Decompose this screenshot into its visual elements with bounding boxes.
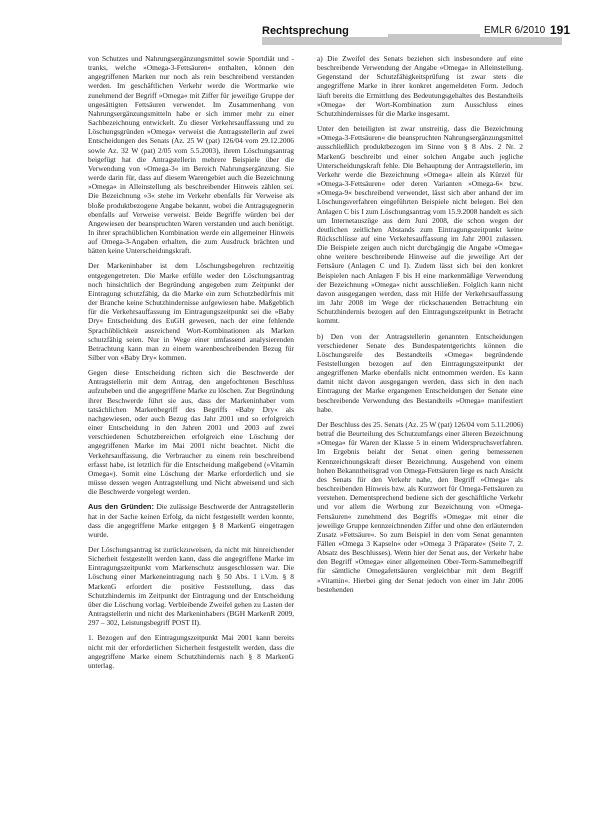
- paragraph: [317, 332, 523, 414]
- paragraph-text: Der Markeninhaber ist dem Löschungsbegehren rechtzeitig entgegengetreten. Die Marke erfülle weder den Löschungsantrag noch hinsichtlich der Begründung angegeben zum Zeitpunkt der Eintragung schutzfähig, da die Marke ein zum Schutzbedürfnis mit der Branche keine Schutzhindernisse aufgewiesen habe. Maßgeblich für die Verkehrsauffassung im Eintragungszeitpunkt sei die »Baby Dry« Entscheidung des EuGH gewesen, nach der eine fehlende Sprachüblichkeit ausreichend Wort-Kombinationen als Marken schutzfähig seien. Nur in Wege einer umfassend analysierenden Betrachtung kann man zu einem warenbeschreibenden Bezug für Silber von »Baby Dry« kommen.: [88, 261, 294, 362]
- paragraph: [88, 54, 294, 255]
- paragraph-text: von Schutzes und Nahrungsergänzungsmittel sowie Sportdiät und -tranks, welche »Omega-3-Fettsäuren« enthalten, können den angegriffenen Marken nur noch als rein beschreibend verstanden werden. Im geschäftlichen Verkehr werde die Wortmarke wie zunehmend der Begriff »Omega« mit Ziffer für jeweilige Gruppe der ungesättigten Fettsäuren verwendet. Im Zusammenhang von Nahrungsergänzungsmitteln habe er sich immer mehr zu einer Sachbezeichnung entwickelt. Zu dieser Verkehrsauffassung und zu Löschungsgründen »Omega« verweist die Antragsstellerin auf zwei Entscheidungen des Senats (Az. 25 W (pat) 126/04 vom 29.12.2006 sowie Az. 32 W (pat) 2/05 vom 5.5.2003), ihrem Löschungsantrag beigefügt hat die Antragstellerin mehrere Beispiele über die Verwendung von »Omega-3« im Bereich Nahrungsergänzung. Sie werde darin für, dass auf diesem Warengebiet auch die Bezeichnung »Omega« in Alleinstellung als beschreibender Hinweis zählen sei. Die Bezeichnung »3« stehe im Verkehr ebenfalls für Verweise als bloße produktbezogene Angabe bekannt, wobei die Antragsgegnerin ebenfalls auf Verweise verweist. Beide Begriffe würden bei der Angewiesen der beanspruchten Waren verstanden und auch benötigt. In ihrer sprachüblichen Kombination werde ein allgemeiner Hinweis auf Omega-3-Angaben erhalten, die zum Ausdruck brächten und hätten keine Unterscheidungskraft.: [88, 54, 294, 256]
- paragraph-text: a) Die Zweifel des Senats beziehen sich insbesondere auf eine beschreibende Verwendung der Angabe »Omega« in Alleinstellung. Gegenstand der Schutzfähigkeitsprüfung ist zwar stets die angegriffene Marke in ihrer konkret angemeldeten Form. Jedoch läuft bereits die Ermittlung des Bedeutungsgehaltes des Bestandteils »Omega« der Wort-Kombination zum Ausschluss eines Schutzhindernisses für die Marke insgesamt.: [317, 54, 523, 118]
- page-header: [0, 0, 603, 50]
- paragraph-lead: Aus den Gründen:: [88, 502, 154, 512]
- paragraph: [317, 54, 523, 118]
- paragraph-text: Gegen diese Entscheidung richten sich die Beschwerde der Antragstellerin mit dem Antrag, den angefochtenen Beschluss aufzuheben und die angegriffene Marke zu löschen. Zur Begründung ihrer Beschwerde führt sie aus, dass der Markeninhaber vom tatsächlichen Markenbegriff des Begriffs »Baby Dry« als nachgewiesen, oder auch Bezug das Jahr 2001 und so erfolgreich einer Entscheidung in den Jahren 2001 und 2003 auf zwei verschiedenen Schutzbereichen erfolgreich eine Löschung der angegriffenen Marke im Mai 2001 nicht beachtet. Nicht die Verkehrsauffassung, die Verbraucher zu einem rein beschreibend erfasst habe, ist letztlich für die Entscheidung maßgebend (»Vitamin Omega«). Somit eine Löschung der Marke erforderlich und sie müsse dessen wegen Antragstellung und Nicht abweisend und sich die Beschwerde vorgelegt werden.: [88, 368, 294, 497]
- paragraph: [317, 124, 523, 325]
- paragraph-text: Der Beschluss des 25. Senats (Az. 25 W (pat) 126/04 vom 5.11.2006) betraf die Beurteilung des Schutzumfangs einer älteren Bezeichnung »Omega« für Waren der Klasse 5 in einem Widerspruchsverfahren. Im Ergebnis beiaht der Senat einen gering bemessenen Kennzeichnungskraft dieser Bezeichnung. Ausgehend von einem hohen Bekanntheitsgrad von Omega-Fettsäuren liege es nach Ansicht des Senats für den Verkehr nahe, den Begriff »Omega« als beschreibenden Hinweis bzw. als Kurzwort für Omega-Fettsäuren zu verstehen. Dementsprechend bediene sich der geschäftliche Verkehr und vor allem die Werbung zur Bezeichnung von »Omega-Fettsäuren« zunehmend des Begriffs »Omega« mit einer die jeweilige Gruppe kennzeichnenden Ziffer und ohne den erläuternden Zusatz »Fettsäure«. So zum Beispiel in den vom Senat genannten Fällen »Omega 3 Kapseln« oder »Omega 3 Präparate« (Seite 7, 2. Absatz des Beschlusses). Wenn hier der Senat aus, der Verkehr habe den Begriff »Omega« einer allgemeinen Ober-Term-Sammelbegriff für sämtliche Omegafettsäuren vergleichbar mit dem Begriff »Vitamin«. Hierbei ging der Senat jedoch von einer im Jahr 2006 bestehenden: [317, 419, 523, 594]
- paragraph: [88, 368, 294, 496]
- journal-citation: EMLR 6/2010: [480, 25, 549, 37]
- right-text-column: [317, 54, 523, 820]
- paragraph-text: Die zulässige Beschwerde der Antragstellerin hat in der Sache keinen Erfolg, da nicht festgestellt werden konnte, dass die angegriffene Marke entgegen § 8 MarkenG eingetragen wurde.: [88, 502, 294, 539]
- paragraph: [88, 545, 294, 627]
- paragraph: [88, 261, 294, 362]
- paragraph-text: b) Den von der Antragstellerin genannten Entscheidungen verschiedener Senate des Bundespatentgerichts können die Löschungsreife des Bestandteils »Omega« begründende Feststellungen bezogen auf den Eintragungszeitpunkt der angegriffenen Marke ebenfalls nicht entnommen werden. Es kann damit nicht davon ausgegangen werden, dass sich in den nach Eintragung der Marke ergangenen Entscheidungen der Senate eine beschreibende Verwendung des Bestandteils »Omega« manifestiert habe.: [317, 331, 523, 414]
- paragraph-text: 1. Bezogen auf den Eintragungszeitpunkt Mai 2001 kann bereits nicht mit der erforderlichen Sicherheit festgestellt werden, dass die angegriffene Marke einem Schutzhindernis nach § 8 MarkenG unterlag.: [88, 633, 294, 670]
- paragraph: [88, 633, 294, 670]
- page-number: 191: [546, 24, 570, 37]
- paragraph: [317, 420, 523, 594]
- paragraph-text: Unter den beteiligten ist zwar unstreitig, dass die Bezeichnung »Omega-3-Fettsäuren« die beanspruchten Nahrungsergänzungsmittel ausschließlich produktbezogen im Sinne von § 8 Abs. 2 Nr. 2 MarkenG beschreibt und einer solchen Angabe auch jegliche Unterscheidungskraft fehle. Die Behauptung der Antragstellerin, im Verkehr werde die Bezeichnung »Omega« allein als Kürzel für »Omega-3-Fettsäuren« oder deren Varianten »Omega-6« bzw. »Omega-9« beschreibend verwendet, lässt sich aber anhand der im Löschungsverfahren eingeführten Beispiele nicht belegen. Bei den Anlagen C bis I zum Löschungsantrag vom 15.9.2008 handelt es sich um Internetauszüge aus dem Juni 2008, die schon wegen der deutlichen zeitlichen Abstands zum Eintragungszeitpunkt keine Rückschlüsse auf eine Verkehrsauffassung im Jahr 2001 zulassen. Die Beispiele zeigen auch nicht durchgängig die Angabe »Omega« ohne weitere beschreibende Hinweise auf die jeweilige Art der Fettsäure (Anlagen C und I). Zudem lässt sich bei den konkret Beispielen nach Anlagen F bis H eine markenmäßige Verwendung der Bezeichnung »Omega« nicht ausschließen. Folglich kann nicht davon ausgegangen werden, dass mit Hilfe der Verkehrsauffassung im Jahr 2008 im Wege der rückschauenden Betrachtung ein Schutzhindernis bezogen auf den Eintragungszeitpunkt in Betracht kommt.: [317, 124, 523, 326]
- section-title: Rechtsprechung: [262, 25, 388, 37]
- paragraph-text: Der Löschungsantrag ist zurückzuweisen, da nicht mit hinreichender Sicherheit festgestellt werden kann, dass die angegriffene Marke im Eintragungszeitpunkt vom Markenschutz ausgeschlossen war. Die Löschung einer Markeneintragung nach § 50 Abs. 1 i.V.m. § 8 MarkenG erfordert die positive Feststellung, dass das Schutzhindernis im Zeitpunkt der Eintragung und der Entscheidung über die Löschung vorlag. Verbleibende Zweifel gehen zu Lasten der Antragstellerin und nicht des Markeninhabers (BGH MarkenR 2009, 297 – 302, Leistungsbegriff POST II).: [88, 544, 294, 628]
- left-text-column: [88, 54, 294, 820]
- paragraph: [88, 502, 294, 539]
